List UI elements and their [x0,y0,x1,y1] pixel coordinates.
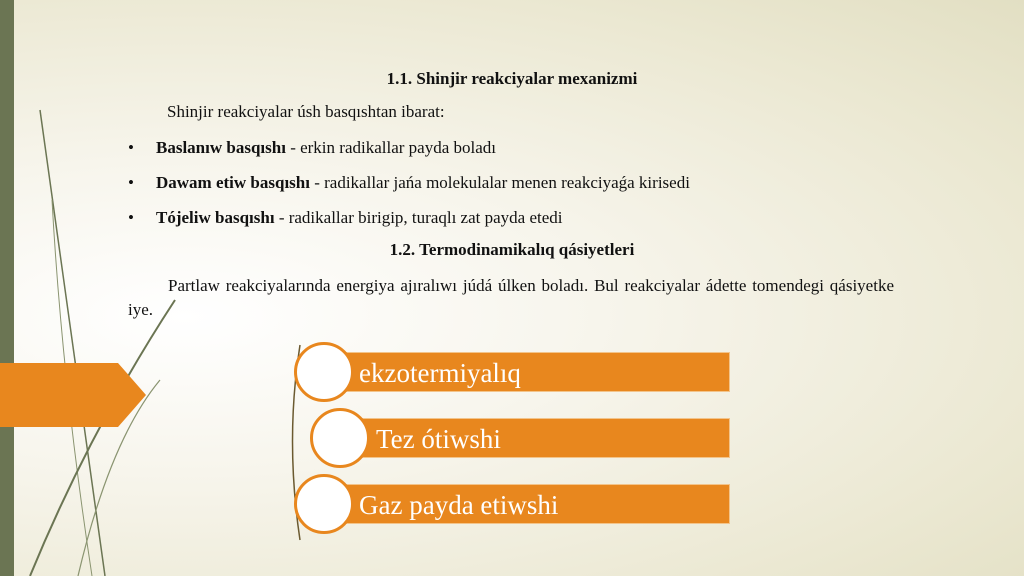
bullet-dot-icon: • [128,173,134,192]
property-circle [294,342,354,402]
property-bar: Tez ótiwshi [343,418,730,458]
bullet-dot-icon: • [128,208,134,227]
section-heading-2: 1.2. Termodinamikalıq qásiyetleri [389,240,635,259]
section-heading-1: 1.1. Shinjir reakciyalar mexanizmi [386,69,638,88]
body-paragraph: Partlaw reakciyalarında energiya ajıralıwı júdá úlken boladı. Bul reakciyalar ádette tomendegi qásiyetke iye. [128,276,894,319]
bullet-item: • Dawam etiw basqıshı - radikallar jańa molekulalar menen reakciyaǵa kirisedi [128,173,690,192]
bullet-item: • Baslanıw basqıshı - erkin radikallar payda boladı [128,138,496,157]
orange-arrow-tab [0,363,146,427]
property-bar: Gaz payda etiwshi [325,484,730,524]
bullet-item: • Tójeliw basqıshı - radikallar birigip, turaqlı zat payda etedi [128,208,563,227]
intro-text: Shinjir reakciyalar úsh basqıshtan ibarat: [167,102,445,121]
property-circle [310,408,370,468]
bullet-dot-icon: • [128,138,134,157]
property-circle [294,474,354,534]
property-bar: ekzotermiyalıq [325,352,730,392]
